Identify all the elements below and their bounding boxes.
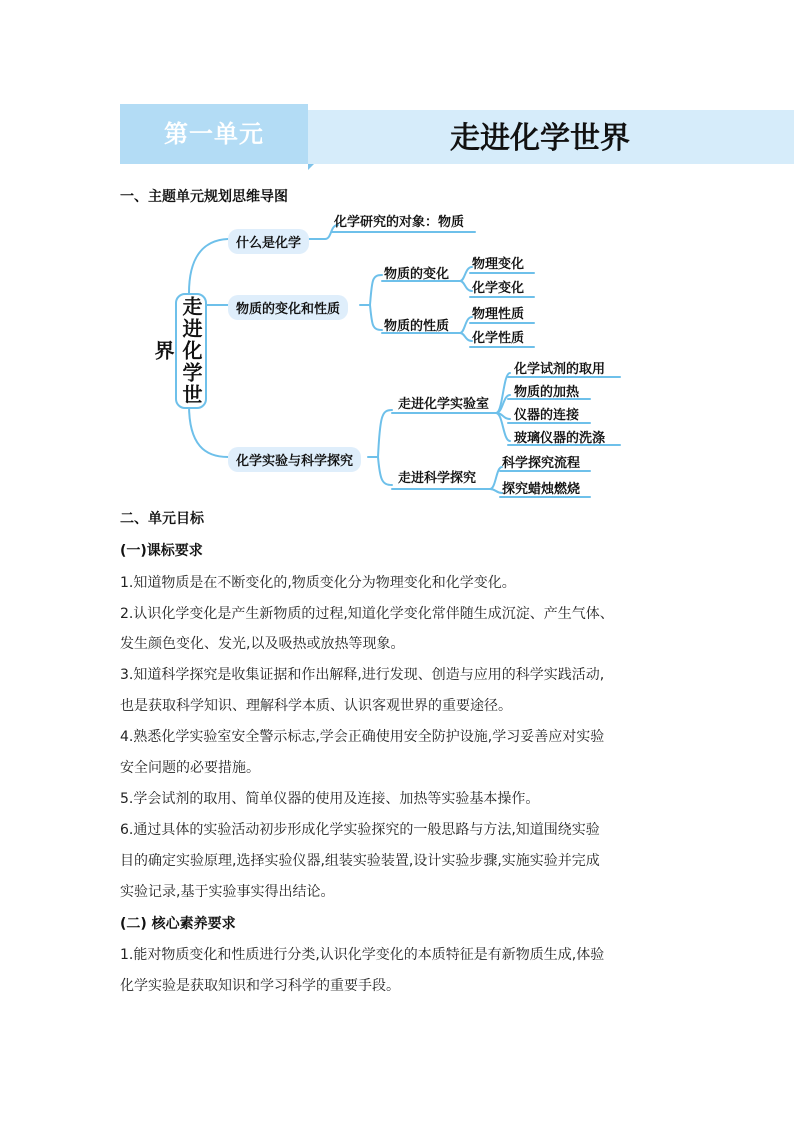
mind-map-leaf: 探究蜡烛燃烧	[502, 482, 581, 497]
mind-map-leaf: 物质的加热	[514, 385, 580, 400]
mind-map-leaf: 玻璃仪器的洗涤	[514, 431, 606, 446]
paragraph-line: 安全问题的必要措施。	[120, 760, 260, 776]
paragraph-line: 也是获取科学知识、理解科学本质、认识客观世界的重要途径。	[120, 698, 512, 714]
paragraph-line: 1.能对物质变化和性质进行分类,认识化学变化的本质特征是有新物质生成,体验	[120, 947, 605, 963]
paragraph-line: 发生颜色变化、发光,以及吸热或放热等现象。	[120, 636, 405, 652]
paragraph-line: 6.通过具体的实验活动初步形成化学实验探究的一般思路与方法,知道围绕实验	[120, 822, 600, 838]
paragraph-line: 5.学会试剂的取用、简单仪器的使用及连接、加热等实验基本操作。	[120, 791, 540, 807]
mind-map	[120, 205, 640, 505]
mind-map-sub-node: 走进化学实验室	[398, 397, 490, 412]
paragraph-line: 1.知道物质是在不断变化的,物质变化分为物理变化和化学变化。	[120, 575, 516, 591]
paragraph-line: 化学实验是获取知识和学习科学的重要手段。	[120, 978, 400, 994]
sub-heading-curriculum: (一)课标要求	[120, 543, 203, 559]
unit-title: 走进化学世界	[450, 121, 630, 156]
paragraph-line: 2.认识化学变化是产生新物质的过程,知道化学变化常伴随生成沉淀、产生气体、	[120, 606, 614, 622]
mind-map-sub-node: 物质的性质	[384, 319, 450, 334]
section-heading-goals: 二、单元目标	[120, 511, 204, 527]
paragraph-line: 3.知道科学探究是收集证据和作出解释,进行发现、创造与应用的科学实践活动,	[120, 667, 605, 683]
unit-label: 第一单元	[164, 120, 264, 148]
mind-map-leaf: 化学性质	[472, 331, 525, 346]
mind-map-branch-3: 化学实验与科学探究	[228, 447, 361, 472]
sub-heading-core-literacy: (二) 核心素养要求	[120, 916, 236, 932]
paragraph-line: 目的确定实验原理,选择实验仪器,组装实验装置,设计实验步骤,实施实验并完成	[120, 853, 600, 869]
mind-map-branch-1: 什么是化学	[228, 229, 309, 254]
paragraph-line: 实验记录,基于实验事实得出结论。	[120, 884, 335, 900]
mind-map-root: 走进化学世界	[175, 293, 207, 409]
section-heading-mindmap: 一、主题单元规划思维导图	[120, 189, 288, 205]
mind-map-leaf: 化学变化	[472, 281, 525, 296]
mind-map-leaf: 科学探究流程	[502, 456, 581, 471]
mind-map-leaf: 物理性质	[472, 307, 525, 322]
mind-map-sub-node: 走进科学探究	[398, 471, 477, 486]
mind-map-sub-node: 物质的变化	[384, 267, 450, 282]
unit-banner	[120, 104, 794, 170]
mind-map-branch-2: 物质的变化和性质	[228, 295, 348, 320]
mind-map-leaf: 化学试剂的取用	[514, 362, 606, 377]
mind-map-leaf: 仪器的连接	[514, 408, 580, 423]
mind-map-leaf: 物理变化	[472, 257, 525, 272]
mind-map-leaf: 化学研究的对象：物质	[334, 215, 465, 230]
paragraph-line: 4.熟悉化学实验室安全警示标志,学会正确使用安全防护设施,学习妥善应对实验	[120, 729, 605, 745]
